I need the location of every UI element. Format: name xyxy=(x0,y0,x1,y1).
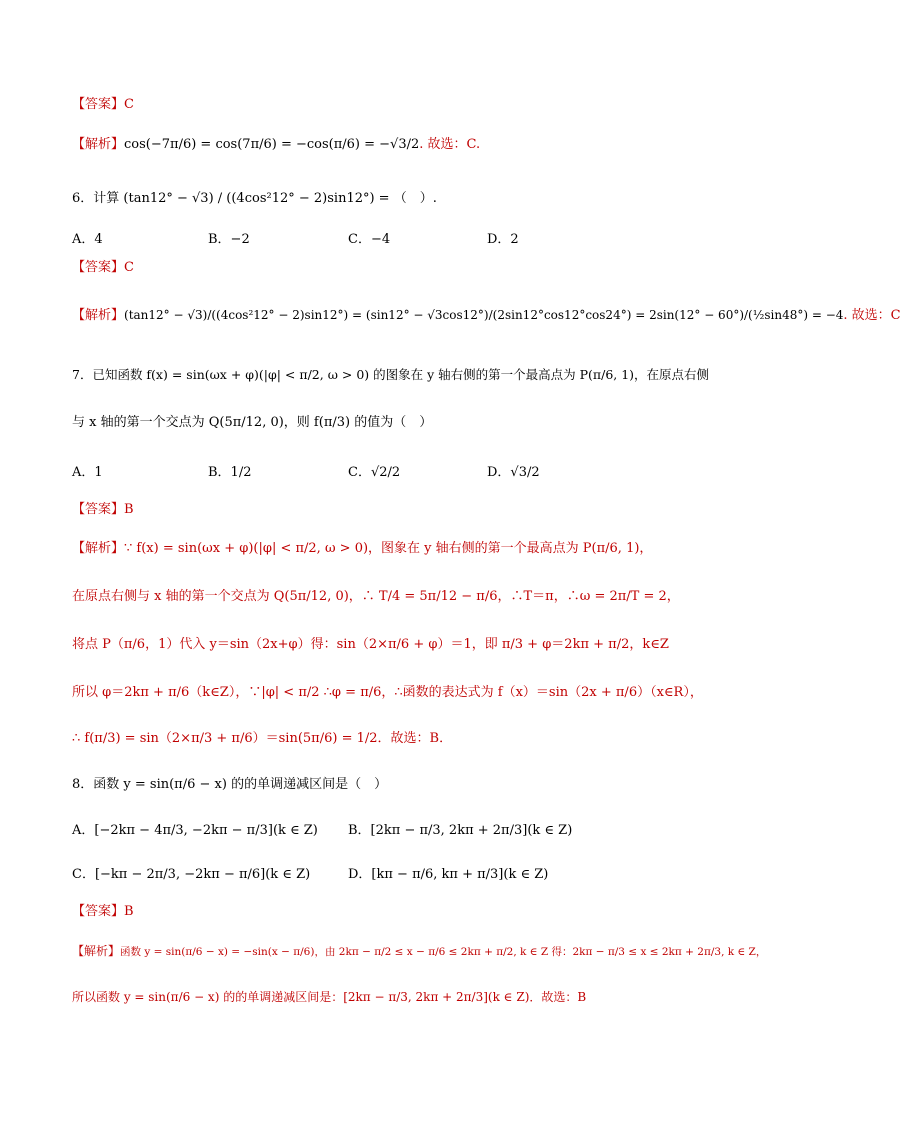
q6-analysis-math: (tan12° − √3)/((4cos²12° − 2)sin12°) = (sin12° − √3cos12°)/(2sin12°cos12°cos24°) = 2sin(12° − 60°)/(½sin48°) = −4 xyxy=(124,308,844,322)
analysis-label: 【解析】 xyxy=(72,944,121,958)
answer-label: 【答案】 xyxy=(72,97,125,112)
q6-analysis-line xyxy=(72,306,901,325)
q7-analysis-1: ∵ f(x) = sin(ωx + φ)(|φ| < π/2, ω > 0)，图象在 y 轴右侧的第一个最高点为 P(π/6, 1)， xyxy=(124,541,653,556)
q7-answer: B xyxy=(124,502,134,517)
answer-label: 【答案】 xyxy=(72,904,125,919)
q8-option-b: B．[2kπ − π/3, 2kπ + 2π/3](k ∈ Z) xyxy=(348,823,573,838)
q5-answer: C xyxy=(124,97,134,112)
answer-label: 【答案】 xyxy=(72,502,125,517)
q7-analysis-line-1 xyxy=(72,540,754,558)
q7-analysis-4: 所以 φ＝2kπ + π/6（k∈Z），∵|φ| < π/2 ∴φ = π/6，∴函数的表达式为 f（x）＝sin（2x + π/6）（x∈R）， xyxy=(72,685,703,700)
q8-analysis-2: 所以函数 y = sin(π/6 − x) 的的单调递减区间是：[2kπ − π/3, 2kπ + 2π/3](k ∈ Z)．故选：B xyxy=(72,990,587,1004)
q8-option-c: C．[−kπ − 2π/3, −2kπ − π/6](k ∈ Z) xyxy=(72,867,311,882)
q7-analysis-3: 将点 P（π/6，1）代入 y＝sin（2x+φ）得：sin（2×π/6 + φ）＝1，即 π/3 + φ＝2kπ + π/2，k∈Z xyxy=(72,637,669,652)
answer-label: 【答案】 xyxy=(72,260,125,275)
q7-answer-line xyxy=(72,501,754,519)
analysis-label: 【解析】 xyxy=(72,541,125,556)
q8-option-d: D．[kπ − π/6, kπ + π/3](k ∈ Z) xyxy=(348,867,549,882)
q7-stem-1: 7．已知函数 f(x) = sin(ωx + φ)(|φ| < π/2, ω > 0) 的图象在 y 轴右侧的第一个最高点为 P(π/6, 1)，在原点右侧 xyxy=(72,367,710,382)
q7-option-c: C．√2/2 xyxy=(348,465,401,480)
analysis-label: 【解析】 xyxy=(72,308,125,323)
q8-option-a: A．[−2kπ − 4π/3, −2kπ − π/3](k ∈ Z) xyxy=(72,823,318,838)
q6-option-d: D．2 xyxy=(487,232,519,247)
q6-analysis-tail: . 故选：C xyxy=(843,308,901,323)
q6-stem: 6．计算 (tan12° − √3) / ((4cos²12° − 2)sin12°) = （ ）. xyxy=(72,191,437,206)
q5-analysis-math: cos(−7π/6) = cos(7π/6) = −cos(π/6) = −√3/2 xyxy=(124,137,420,152)
q7-analysis-2: 在原点右侧与 x 轴的第一个交点为 Q(5π/12, 0)，∴ T/4 = 5π/12 − π/6，∴T＝π，∴ω = 2π/T = 2， xyxy=(72,589,680,604)
q8-analysis-line-1 xyxy=(72,942,767,961)
q7-stem-2: 与 x 轴的第一个交点为 Q(5π/12, 0)，则 f(π/3) 的值为（ ） xyxy=(72,415,433,430)
q8-answer: B xyxy=(124,904,134,919)
analysis-label: 【解析】 xyxy=(72,137,125,152)
q5-analysis-line xyxy=(72,136,754,154)
q8-analysis-1: 函数 y = sin(π/6 − x) = −sin(x − π/6)，由 2kπ − π/2 ≤ x − π/6 ≤ 2kπ + π/2, k ∈ Z 得：2kπ − π/3 ≤ x ≤ 2kπ + 2π/3, k ∈ Z， xyxy=(120,946,767,958)
q7-analysis-5: ∴ f(π/3) = sin（2×π/3 + π/6）＝sin(5π/6) = 1/2．故选：B． xyxy=(72,731,453,746)
q6-option-b: B．−2 xyxy=(208,232,250,247)
q8-answer-line xyxy=(72,903,754,921)
q6-answer-line xyxy=(72,259,754,277)
q7-option-b: B．1/2 xyxy=(208,465,252,480)
q5-analysis-tail: . 故选：C. xyxy=(419,137,481,152)
q6-option-a: A．4 xyxy=(72,232,103,247)
q5-answer-line xyxy=(72,96,754,114)
q7-option-a: A．1 xyxy=(72,465,103,480)
q6-option-c: C．−4 xyxy=(348,232,391,247)
q8-stem: 8．函数 y = sin(π/6 − x) 的的单调递减区间是（ ） xyxy=(72,777,388,792)
q7-option-d: D．√3/2 xyxy=(487,465,540,480)
q6-answer: C xyxy=(124,260,134,275)
